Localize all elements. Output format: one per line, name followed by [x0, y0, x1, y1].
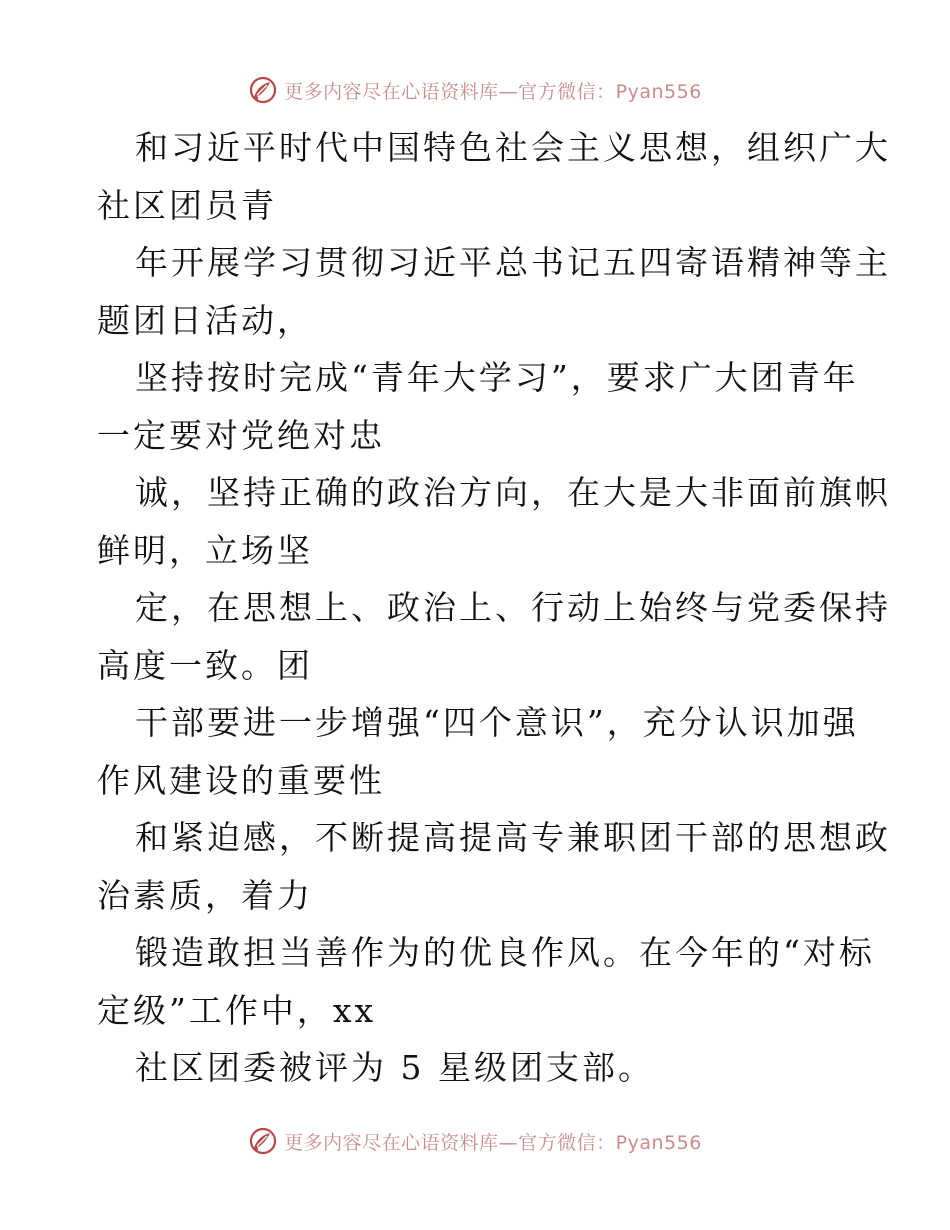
paragraph-line: 诚，坚持正确的政治方向，在大是大非面前旗帜 — [135, 473, 891, 512]
pen-nib-logo-icon — [248, 75, 278, 105]
paragraph-line: 坚持按时完成“青年大学习”，要求广大团青年 — [135, 358, 859, 397]
paragraph-line: 一定要对党绝对忠 — [97, 415, 385, 455]
footer-watermark-text: 更多内容尽在心语资料库—官方微信：Pyan556 — [284, 1131, 702, 1154]
paragraph-line: 干部要进一步增强“四个意识”，充分认识加强 — [135, 703, 859, 742]
paragraph-line: 题团日活动， — [97, 300, 313, 340]
paragraph-line: 和紧迫感，不断提高提高专兼职团干部的思想政 — [135, 818, 891, 857]
paragraph-line: 鲜明，立场坚 — [97, 530, 313, 570]
paragraph-line: 治素质，着力 — [97, 875, 313, 915]
paragraph-line: 年开展学习贯彻习近平总书记五四寄语精神等主 — [135, 243, 891, 282]
document-body — [97, 119, 891, 1097]
paragraph-line: 锻造敢担当善作为的优良作风。在今年的“对标 — [135, 933, 875, 972]
header-watermark-text: 更多内容尽在心语资料库—官方微信：Pyan556 — [284, 80, 702, 103]
paragraph-line: 作风建设的重要性 — [97, 760, 385, 800]
paragraph-line: 社区团员青 — [97, 185, 277, 225]
header-watermark-banner — [0, 70, 950, 110]
paragraph-line: 定级”工作中，xx — [97, 990, 377, 1030]
paragraph-line: 和习近平时代中国特色社会主义思想，组织广大 — [135, 128, 891, 167]
paragraph-line: 社区团委被评为 5 星级团支部。 — [135, 1048, 654, 1087]
footer-watermark-inner — [248, 1126, 702, 1156]
header-watermark-inner — [248, 75, 702, 105]
paragraph-line: 定，在思想上、政治上、行动上始终与党委保持 — [135, 588, 891, 627]
footer-watermark-banner — [0, 1121, 950, 1161]
pen-nib-logo-icon — [248, 1126, 278, 1156]
paragraph-line: 高度一致。团 — [97, 645, 313, 685]
